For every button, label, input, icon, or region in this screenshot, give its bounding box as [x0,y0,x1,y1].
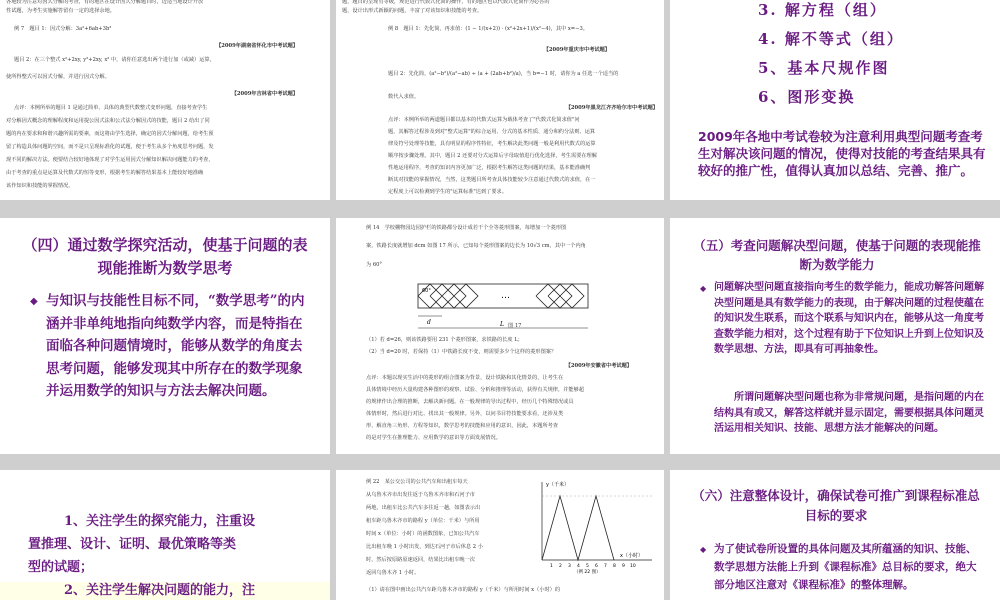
diamond-bullet-icon: ◆ [30,296,38,307]
s8-t5: 时间 x（单位：小时）的函数图象，已知公共汽车 [366,531,480,537]
s8-t6: 比出租车晚 1 小时出发，到达石河子市后休息 2 小 [366,544,483,550]
slide-thumbnail-3[interactable] [670,0,1000,200]
s5-a2: （2）当 d=20 时，若保持（1）中铁路长度不变，则需要多少个这样的菱形图案？ [366,349,557,355]
list-item: 4. 解不等式（组） [758,30,904,48]
slide-thumbnail-5[interactable] [336,218,664,454]
distance-time-graph [534,478,658,574]
s1-c1: 点评：本例所举的题目 1 是通过简单、具体的典型代数整式变形问题，直接考查学生 [14,105,208,111]
s4-body: 与知识与技能性目标不同，“数学思考”的内涵并非单纯地指向纯数学内容，而是特指在面临各种问题情境时，能够从数学的角度去思考问题，能够发现其中所存在的数学现象并运用数学的知识与方法去解决问题。 [46,293,305,399]
s5-c5: 形、解直角三角形、方程等知识，数学思考的技能和应用的意识，因此，本题所考查 [366,423,558,429]
s9-title: （六）注意整体设计，确保试卷可推广到课程标准总目标的要求 [692,488,980,523]
angle-label: 60° [422,288,431,294]
graph-caption: （例 22 图） [574,570,601,574]
s5-c4: 体情形时，然后进行对比、找出其一般规律。另外，以问书目符技能要求看，还涉及类 [366,411,564,417]
s1-ex2: 题目 2：在三个整式 x²+2xy, y²+2xy, x² 中，请你任意选出两个进行加（或减）运算， [14,57,215,63]
s2-c5: 性地运用程序，考查的知识内容更加广泛，根据考生解答这类问题的结果，基本能准确判 [388,165,591,171]
s5-c3: 的规律作出合理的推断，去解决新问题。在一般规律的导出过程中，经历几个特殊情况或具 [366,399,574,405]
s1-c7: 该作知识和技能的掌握情况。 [6,183,74,189]
slide-thumbnail-1[interactable] [0,0,330,200]
list-item: 5、基本尺规作图 [758,59,890,77]
s2-src1: 【2009年重庆市中考试题】 [543,47,610,53]
s9-body: 为了使试卷所设置的具体问题及其所蕴涵的知识、技能、数学思想方法能上升到《课程标准》总目标的要求，绝大部分地区注意对《课程标准》的整体理解。 [714,543,977,591]
s1-ex1: 例 7 题目 1：因式分解：3a²+6ab+3b² [14,26,112,32]
s5-a1: （1）若 d=26，则该铁路要用 231 个菱形图案，求铁路的长度 L； [366,337,523,343]
s8-t4: 租车距乌鲁木齐市的路程 y（单位：千米）与所用 [366,518,480,524]
x-tick-label: 5 [586,564,589,569]
s6-p2: 所谓问题解决型问题也称为非常规问题，是指问题的内在结构具有或又，解答这样就并显示固定，需要根据具体问题灵活运用相关知识、技能、思想方法才能解决的问题。 [714,392,984,434]
s5-c1: 点评：本题以现实生活中的菱形的组合图案为背景，设计铁路和其化情景的，让考生在 [366,375,564,381]
s2-top2: 题，设计出形式新颖的问题，丰富了对该知识和技能的考查。 [342,8,483,14]
s7-l3: 型的试题； [28,560,94,575]
diamond-bullet-icon: ◆ [700,545,707,554]
s1-c4: 留了构造具体问题的空间，而不是只呈现标准化的试题，便于考生从多个角度思考问题，发 [6,144,214,150]
d-label: d [427,319,431,326]
s8-t8: 返回乌鲁木齐 1 小时。 [366,570,420,576]
x-tick-label: 6 [595,564,598,569]
s5-q3: 为 60° [366,262,383,268]
taxi-graph-line [542,496,614,560]
s2-c7: 定程度上可以检测到学生的"运算标准"达到了要求。 [388,189,507,195]
s8-t7: 时，然后按原路原速返回，结果比出租车晚一次 [366,557,475,563]
s2-ex2: 题目 2：先化简，(a²−b²)/(a²−ab) ÷ (a + (2ab+b²)/a)，当 b=−1 时，请你为 a 任选一个适当的 [388,71,619,77]
diamond-bullet-icon: ◆ [700,284,707,293]
s1-line2: 性试题，为考生实施解答留有一定的选择余地。 [6,8,115,14]
x-tick-label: 8 [613,564,616,569]
x-tick-label: 10 [630,564,636,569]
s2-top1: 题，题目的呈现有等级，规范进行代数式化简的操作，有的地区也以代数式化简作为必答的 [342,0,550,5]
s5-src: 【2009年安徽省中考试题】 [565,363,632,369]
s2-src2: 【2009年黑龙江齐齐哈尔市中考试题】 [565,105,658,111]
s1-c2: 对分解因式概念的理解程度和运用提公因式法和公式法分解因式的技能，题目 2 给出了同 [6,118,210,124]
slide-thumbnail-7[interactable] [0,470,330,600]
figure-caption: 图 17 [508,323,522,329]
s7-l2: 置推理、设计、证明、最优策略等类 [28,537,237,552]
x-tick-label: 1 [550,564,553,569]
list-item: 6、图形变换 [758,88,856,106]
l-label: L [500,321,504,328]
slide-thumbnail-2[interactable] [336,0,664,200]
s2-c4: 顺序按步骤处理。其中，题目 2 还要对分式运算后字母取值进行优化选择，考生需要在理解 [388,153,597,159]
s1-src2: 【2009年吉林省中考试题】 [231,91,298,97]
x-tick-label: 2 [559,564,562,569]
graph-y-label: y（千米） [546,482,569,488]
s5-c6: 的是对学生在推理能力、应用数学的意识等方面发展情况。 [366,435,501,441]
s8-t1: 例 22 某公交公司的公共汽车和出租车每天 [366,479,468,485]
s1-ex2b: 使所得整式可以因式分解，并进行因式分解。 [6,74,110,80]
slide-thumbnail-4[interactable] [0,218,330,454]
s2-ex1: 例 8 题目 1：先化简，再求值：(1 − 1/(x+2)) · (x²+2x+1)/(x²−4)，其中 x=−3。 [388,26,588,32]
s5-q1: 例 14 学校棚物园边园护栏的铁路都分设计成若干个全等菱形图案，每增加一个菱形图 [366,225,567,231]
s8-t9: （1）请在图中画出公共汽车距乌鲁木齐市的路程 y（千米）与所用时间 x（小时）的 [366,587,561,593]
slide-thumbnail-8[interactable] [336,470,664,600]
s2-c1: 点评：本例所举的两道题目都以基本的代数式运算为载体考查了"代数式化简求值"问 [388,117,580,123]
s8-t3: 两地，出租车比公共汽车多往返一趟，如图表示出 [366,505,481,511]
slide-thumbnail-6[interactable] [670,218,1000,454]
s7-l4: 2、关注学生解决问题的能力，注 [64,583,256,598]
x-tick-label: 9 [622,564,625,569]
s2-c2: 题，其解答过程涉及到对"整式运算"的综合运用、分式的基本性质、通分和约分法则、运算 [388,129,596,135]
x-tick-label: 4 [577,564,580,569]
s1-c6: 由于考查的重点是运算及代数式的恒等变形，根据考生的解答结果基本上能较好地准确 [6,170,204,176]
s1-c5: 现不同的解决方法。便要结合较好地体现了对学生运用因式分解知识解决问题能力的考查， [6,157,214,163]
graph-x-label: x（小时） [620,553,643,559]
list-item: 3. 解方程（组） [758,1,887,19]
s5-q2: 案，铁路长度就增加 dcm 如图 17 所示，已知每个菱形图案的边长为 10√3 cm，其中一个内角 [366,243,586,249]
x-tick-label: 7 [604,564,607,569]
slide-thumbnail-9[interactable] [670,470,1000,600]
s5-c2: 具体情境中经历大量构建各种图形的观察、试验、分析和推理等活动，获得有关规律，并能够超 [366,387,584,393]
s6-title: （五）考查问题解决型问题，使基于问题的表现能推断为数学能力 [693,238,981,272]
s7-l1: 1、关注学生的探究能力，注重设 [64,514,256,529]
s1-line1: 各地较为注意对因式分解的考查，有的地区在设计因式分解题目时，迈适当地设计开放 [6,0,204,5]
dots-label: … [501,291,510,301]
s3-summary: 2009年各地中考试卷较为注意利用典型问题考查考生对解决该问题的情况，使得对技能的考查结果具有较好的推广性，值得认真加以总结、完善、推广。 [698,129,986,178]
s6-p1: 问题解决型问题直接指向考生的数学能力，能成功解答问题解决型问题是具有数学能力的表现，由于解决问题的过程使蕴在的知识发生联系，而这个联系与知识内在，能够从这一角度考查数学能力相对，这个过程有助于下位知识上升到上位知识及数学思想、方法，即具有可再抽象性。 [714,282,984,355]
s8-t2: 从乌鲁木齐市出发往返于乌鲁木齐市和石河子市 [366,492,475,498]
s1-c3: 题的内在要求和和谐兴趣所需的要素，而这将由学生选择，确定的因式分解问题，给考生预 [6,131,214,137]
x-tick-label: 3 [568,564,571,569]
s2-c3: 律及符号处理等技能，具有明显的程序性特征，考生解决此类问题一般是利用代数式的运算 [388,141,596,147]
s4-title: （四）通过数学探究活动，使基于问题的表现能推断为数学思考 [22,236,308,277]
skills-list [758,0,988,112]
s1-src1: 【2009年湖南省怀化市中考试题】 [216,43,298,49]
s2-ex2b: 数代入求值。 [388,94,420,100]
s2-c6: 断其对技能的掌握情况，当然，这类题目所考查具体技能较少注意通过代数式的求值，在一 [388,177,596,183]
